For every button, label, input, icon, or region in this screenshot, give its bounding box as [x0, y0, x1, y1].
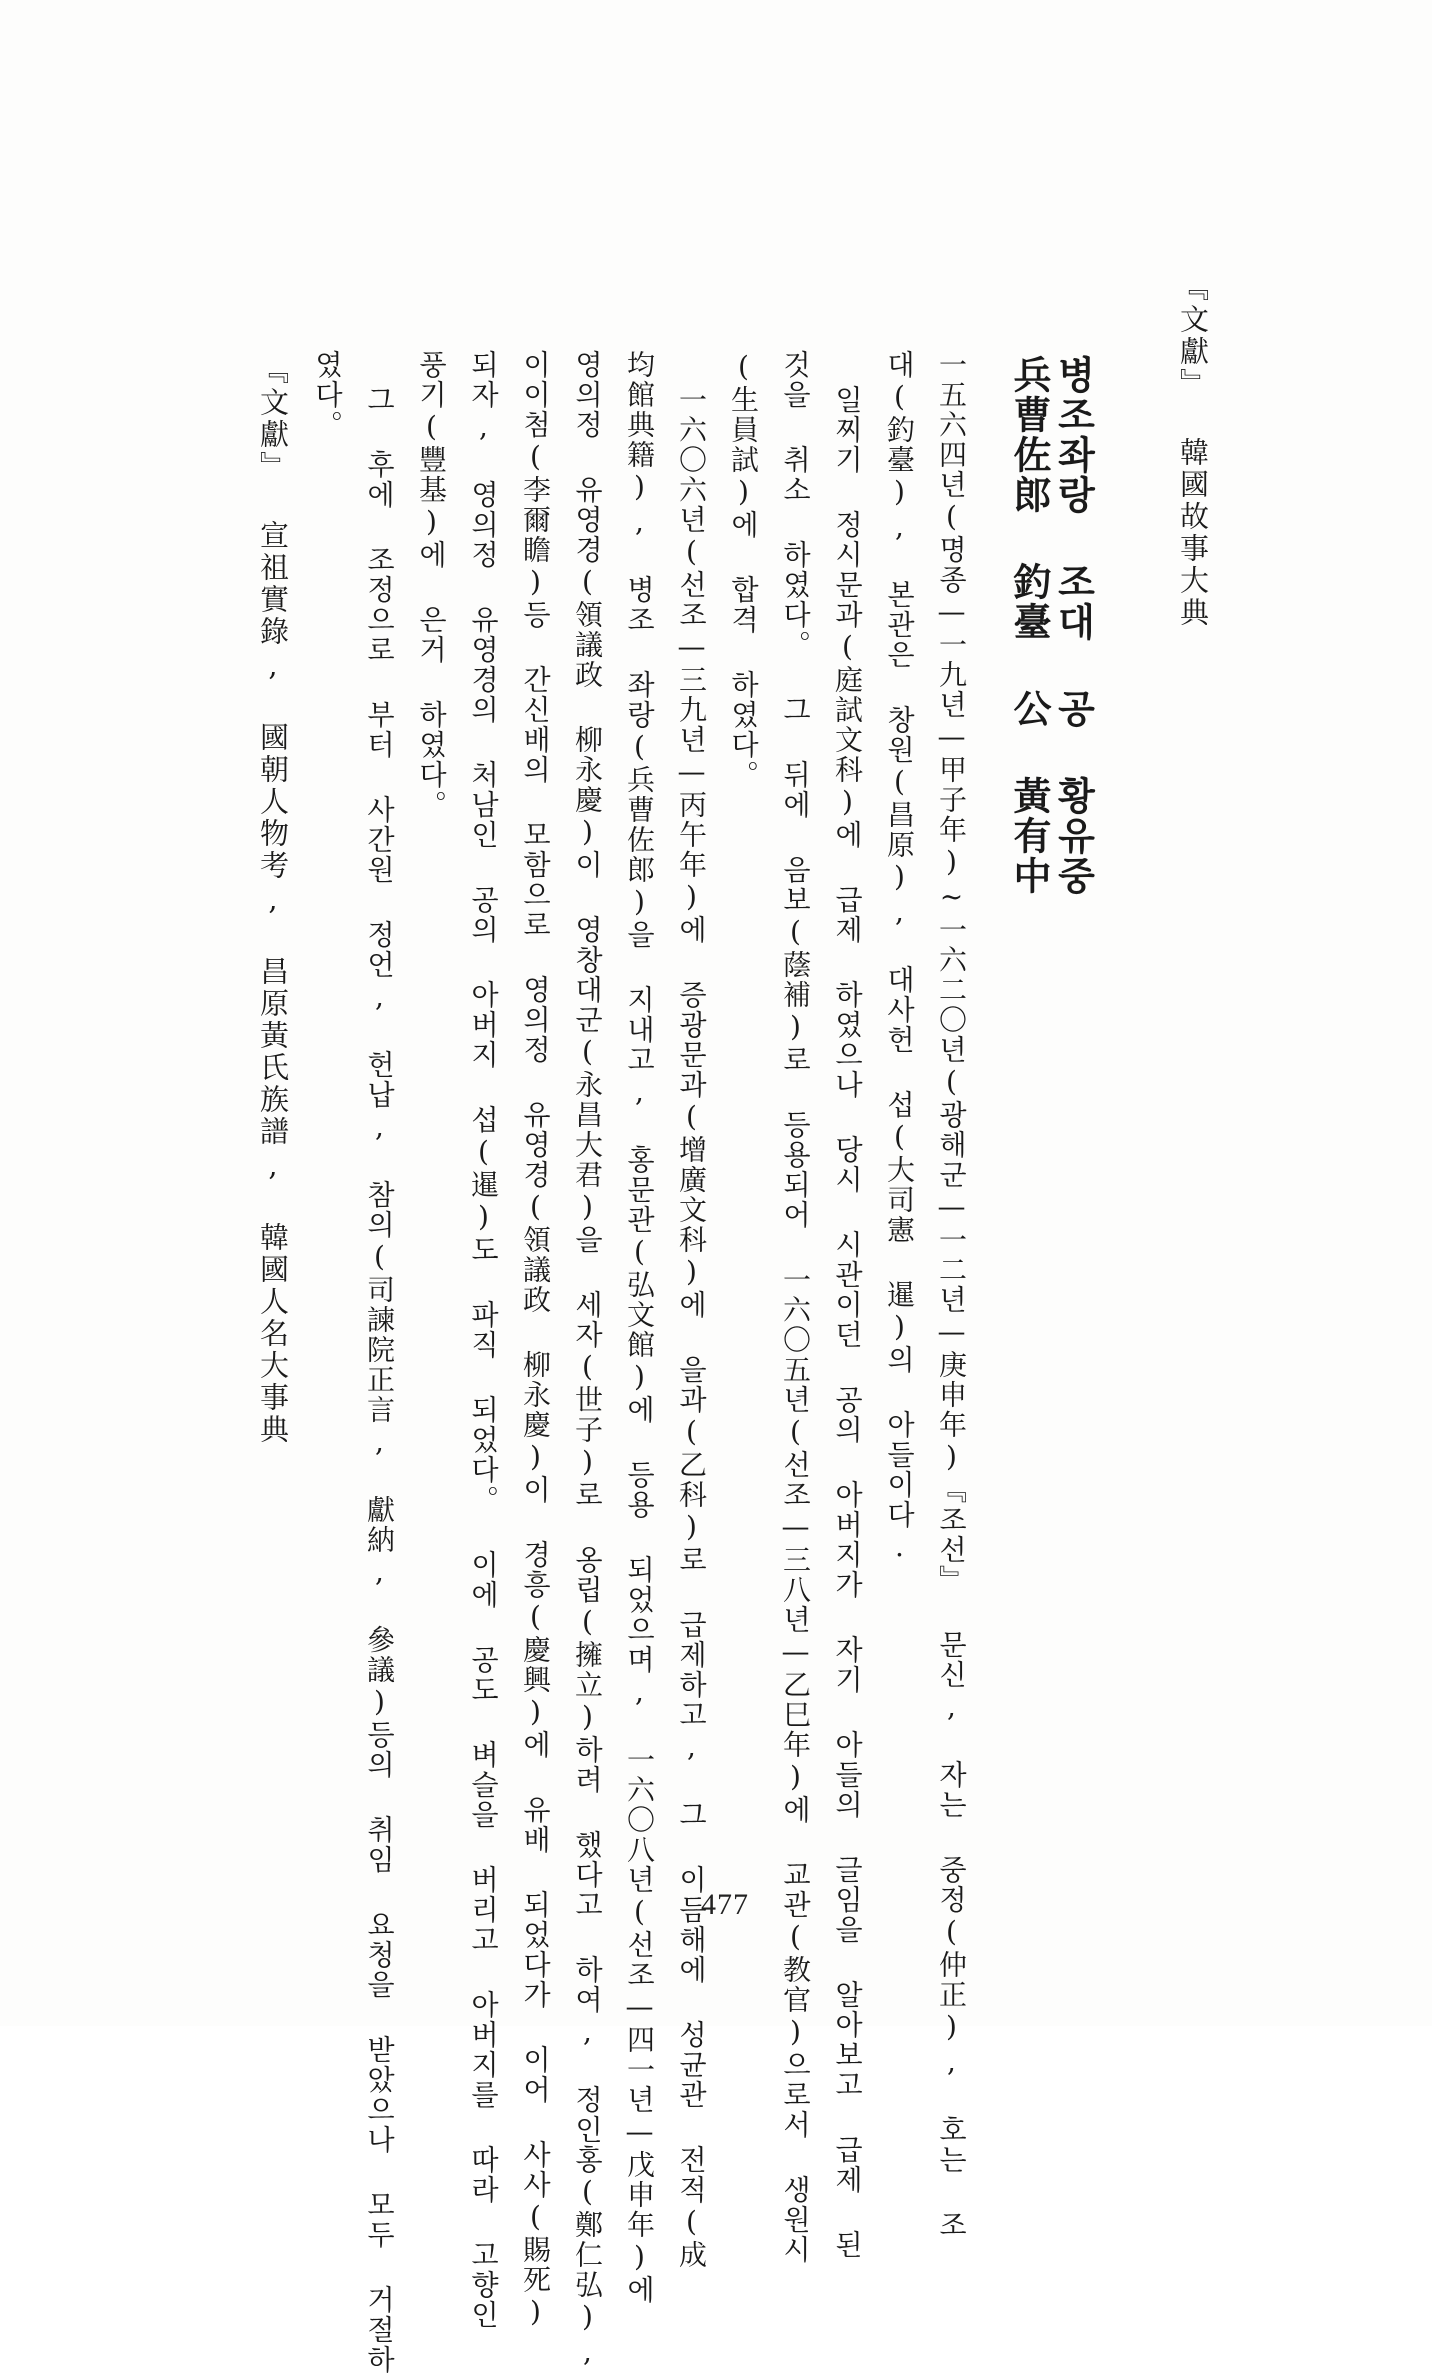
body-line-13: 였다。 [311, 350, 344, 440]
body-line-2: 대(釣臺), 본관은 창원(昌原), 대사헌 섭(大司憲 暹)의 아들이다. [883, 350, 916, 1565]
body-line-11: 풍기(豐基)에 은거 하였다。 [415, 350, 448, 820]
sources-line: 『文獻』 宣祖實錄, 國朝人物考, 昌原黃氏族譜, 韓國人名大事典 [256, 355, 290, 1446]
entry-title-hanja: 兵曹佐郎 釣臺 公 黃有中 [1007, 355, 1052, 896]
body-line-4: 것을 취소 하였다。 그 뒤에 음보(蔭補)로 등용되어 一六〇五년(선조—三八년—乙巳年)에 교관(教官)으로서 생원시 [779, 350, 812, 2265]
body-line-1: 一五六四년(명종—一九년—甲子年)~一六二〇년(광해군—一二년—庚申年)『조선』 문신, 자는 중정(仲正), 호는 조 [935, 350, 968, 2240]
running-header: 『文獻』 韓國故事大典 [1176, 272, 1210, 629]
body-line-9: 이이첨(李爾瞻)등 간신배의 모함으로 영의정 유영경(領議政 柳永慶)이 경흥(慶興)에 유배 되었다가 이어 사사(賜死) [519, 350, 552, 2330]
body-line-5: (生員試)에 합격 하였다。 [727, 350, 760, 790]
body-line-6: 一六〇六년(선조—三九년—丙午年)에 증광문과(增廣文科)에 을과(乙科)로 급제하고, 그 이듬해에 성균관 전적(成 [675, 385, 708, 2270]
body-line-3: 일찌기 정시문과(庭試文科)에 급제 하였으나 당시 시관이던 공의 아버지가 자기 아들의 글임을 알아보고 급제 된 [831, 385, 864, 2260]
body-line-7: 均館典籍), 병조 좌랑(兵曹佐郎)을 지내고, 홍문관(弘文館)에 등용 되었으며, 一六〇八년(선조—四一년—戊申年)에 [623, 350, 656, 2305]
entry-title-korean: 병조좌랑 조대 공 황유중 [1051, 355, 1096, 896]
body-line-10: 되자, 영의정 유영경의 처남인 공의 아버지 섭(暹)도 파직 되었다。 이에 공도 벼슬을 버리고 아버지를 따라 고향인 [467, 350, 500, 2330]
body-line-12: 그 후에 조정으로 부터 사간원 정언, 헌납, 참의(司諫院正言, 獻納, 參議)등의 취임 요청을 받았으나 모두 거절하 [363, 385, 396, 2375]
page-number: 477 [701, 1888, 749, 1921]
body-line-8: 영의정 유영경(領議政 柳永慶)이 영창대군(永昌大君)을 세자(世子)로 옹립(擁立)하려 했다고 하여, 정인홍(鄭仁弘), [571, 350, 604, 2370]
